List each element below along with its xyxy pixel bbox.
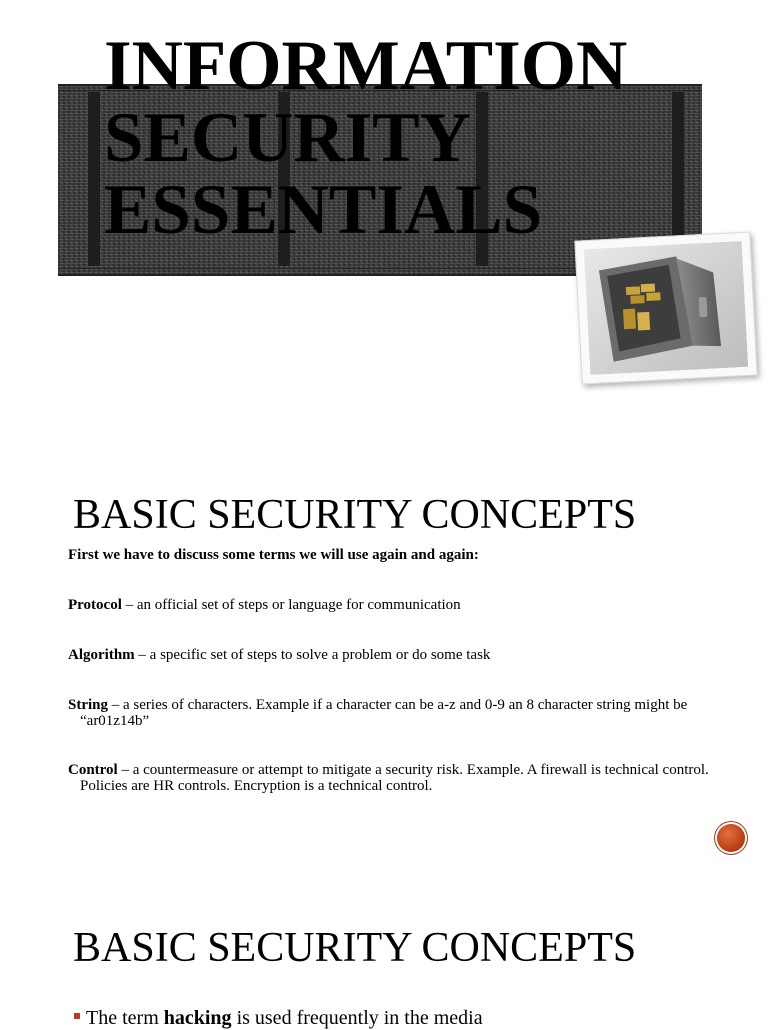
term-text: – an official set of steps or language for communication bbox=[121, 597, 461, 613]
title-line: SECURITY bbox=[104, 99, 471, 177]
term-name: Control bbox=[68, 762, 118, 778]
bullet-icon bbox=[74, 1013, 80, 1019]
banner-stripe bbox=[88, 92, 100, 266]
slide-nav-button[interactable] bbox=[717, 824, 745, 852]
term-name: String bbox=[68, 697, 109, 713]
term-text: – a countermeasure or attempt to mitigate a security risk. Example. A firewall is technical control. Policies are HR controls. Encryption is a technical control. bbox=[80, 762, 709, 794]
slide-heading: BASIC SECURITY CONCEPTS bbox=[73, 925, 637, 971]
bullet-bold-term: hacking bbox=[163, 1007, 232, 1029]
slide-heading: BASIC SECURITY CONCEPTS bbox=[73, 492, 637, 538]
title-line: INFORMATION bbox=[104, 27, 628, 105]
bullet-text: The term bbox=[86, 1007, 164, 1029]
intro-text: First we have to discuss some terms we will use again and again: bbox=[68, 547, 479, 563]
title-line: ESSENTIALS bbox=[104, 171, 543, 249]
term-name: Algorithm bbox=[68, 647, 135, 663]
term-definition bbox=[68, 762, 718, 794]
term-definition bbox=[68, 697, 718, 729]
term-definition bbox=[68, 647, 718, 663]
term-text: – a series of characters. Example if a character can be a-z and 0-9 an 8 character string might be “ar01z14b” bbox=[80, 697, 688, 729]
bullet-item bbox=[74, 1006, 483, 1030]
vault-icon bbox=[584, 241, 748, 375]
title-slide bbox=[0, 0, 768, 400]
term-definition bbox=[68, 597, 718, 613]
term-name: Protocol bbox=[68, 597, 122, 613]
vault-photo bbox=[574, 231, 757, 384]
term-text: – a specific set of steps to solve a problem or do some task bbox=[134, 647, 491, 663]
presentation-title bbox=[104, 27, 628, 249]
bullet-text: is used frequently in the media bbox=[231, 1007, 483, 1029]
